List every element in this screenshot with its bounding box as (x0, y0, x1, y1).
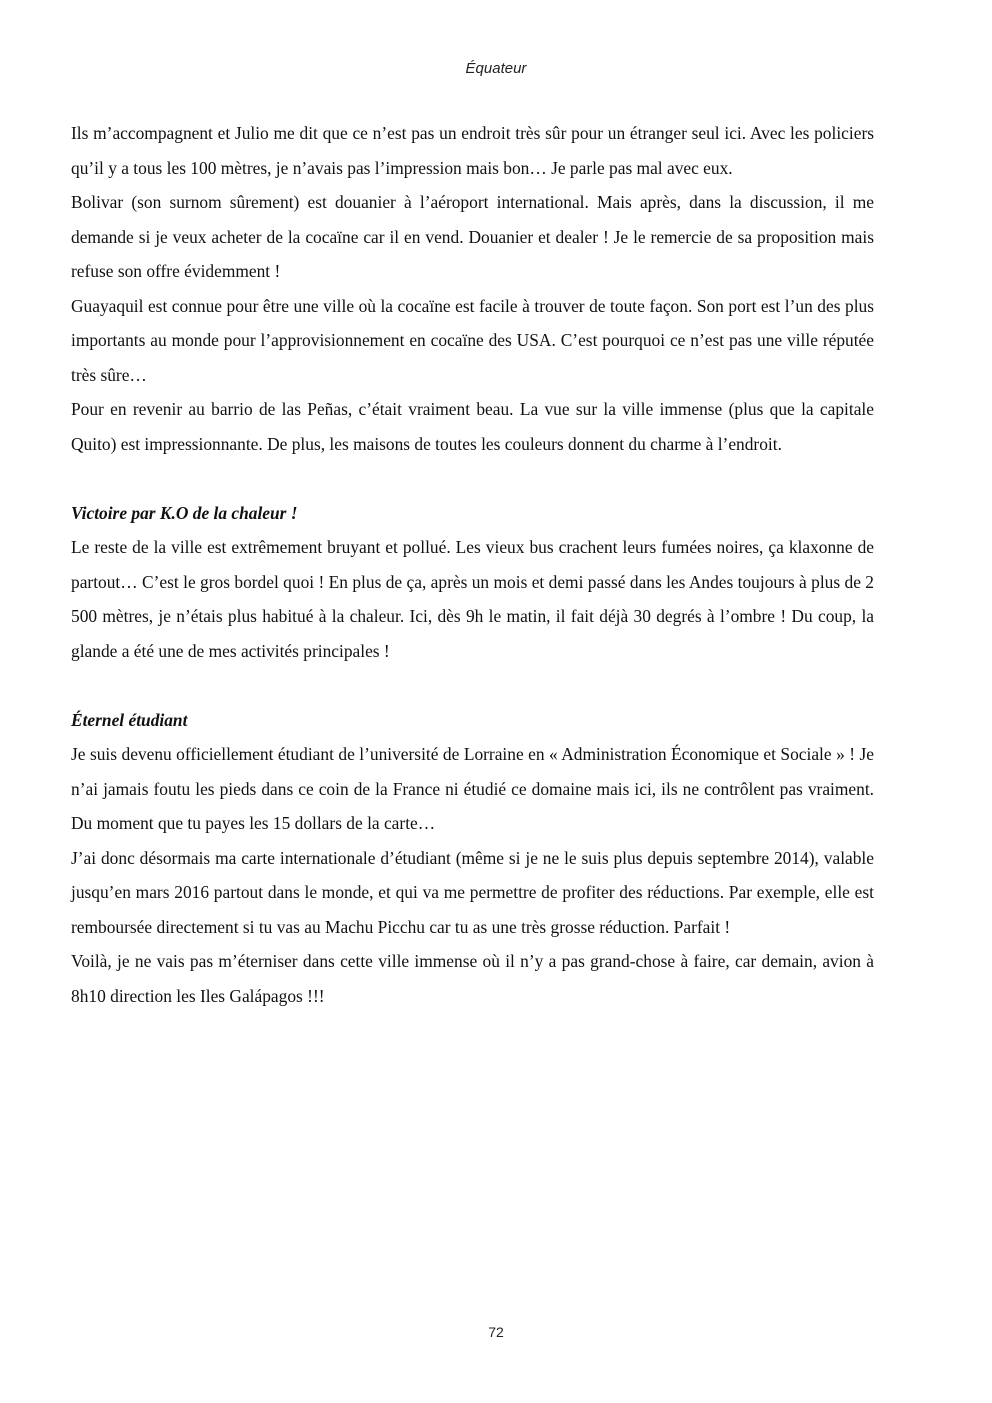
paragraph: Bolivar (son surnom sûrement) est douanier à l’aéroport international. Mais après, dans la discussion, il me demande si je veux acheter de la cocaïne car il en vend. Douanier et dealer ! Je le remercie de sa proposition mais refuse son offre évidemment ! (71, 192, 874, 281)
paragraph: Guayaquil est connue pour être une ville où la cocaïne est facile à trouver de toute façon. Son port est l’un des plus importants au monde pour l’approvisionnement en cocaïne des USA. C’est pourquoi ce n’est pas une ville réputée très sûre… (71, 295, 874, 385)
paragraph: Pour en revenir au barrio de las Peñas, c’était vraiment beau. La vue sur la ville immense (plus que la capitale Quito) est impressionnante. De plus, les maisons de toutes les couleurs donnent du charme à l’endroit. (71, 399, 874, 454)
paragraph: Ils m’accompagnent et Julio me dit que ce n’est pas un endroit très sûr pour un étranger seul ici. Avec les policiers qu’il y a tous les 100 mètres, je n’avais pas l’impression mais bon… Je parle pas mal avec eux. (71, 123, 874, 178)
paragraph: Je suis devenu officiellement étudiant de l’université de Lorraine en « Administration Économique et Sociale » ! Je n’ai jamais foutu les pieds dans ce coin de la France ni étudié ce domaine mais ici, ils ne contrôlent pas vraiment. Du moment que tu payes les 15 dollars de la carte… (71, 744, 874, 833)
section-spacer (71, 461, 874, 496)
section-heading: Victoire par K.O de la chaleur ! (71, 502, 298, 523)
page-number: 72 (488, 1324, 504, 1340)
page-body (71, 116, 874, 1013)
section-spacer (71, 668, 874, 703)
paragraph: J’ai donc désormais ma carte internationale d’étudiant (même si je ne le suis plus depuis septembre 2014), valable jusqu’en mars 2016 partout dans le monde, et qui va me permettre de profiter des réductions. Par exemple, elle est remboursée directement si tu vas au Machu Picchu car tu as une très grosse réduction. Parfait ! (71, 847, 874, 937)
paragraph: Voilà, je ne vais pas m’éterniser dans cette ville immense où il n’y a pas grand-chose à faire, car demain, avion à 8h10 direction les Iles Galápagos !!! (71, 951, 874, 1006)
paragraph: Le reste de la ville est extrêmement bruyant et pollué. Les vieux bus crachent leurs fumées noires, ça klaxonne de partout… C’est le gros bordel quoi ! En plus de ça, après un mois et demi passé dans les Andes toujours à plus de 2 500 mètres, je n’étais plus habitué à la chaleur. Ici, dès 9h le matin, il fait déjà 30 degrés à l’ombre ! Du coup, la glande a été une de mes activités principales ! (71, 537, 874, 661)
section-heading: Éternel étudiant (71, 709, 188, 730)
running-header: Équateur (465, 60, 527, 77)
